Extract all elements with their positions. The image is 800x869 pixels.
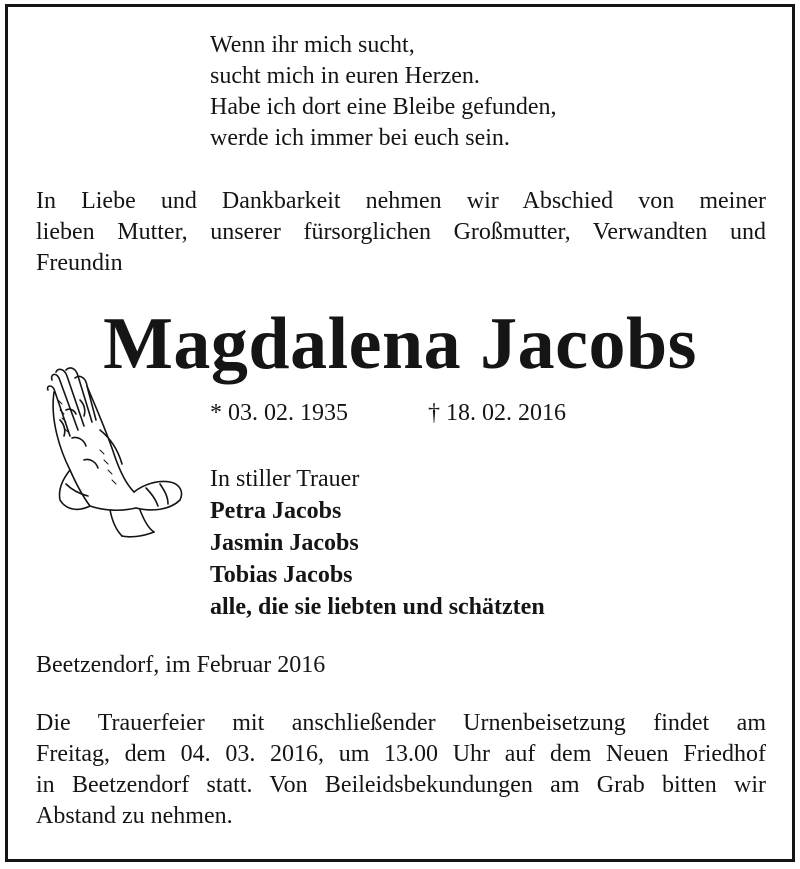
poem-line: Habe ich dort eine Bleibe gefunden,	[210, 94, 557, 120]
funeral-line: Freitag, dem 04. 03. 2016, um 13.00 Uhr auf dem Neuen Friedhof	[36, 741, 766, 767]
place-date: Beetzendorf, im Februar 2016	[36, 652, 326, 678]
intro-line: lieben Mutter, unserer fürsorglichen Großmutter, Verwandten und	[36, 219, 766, 245]
intro-line: In Liebe und Dankbarkeit nehmen wir Abschied von meiner	[36, 188, 766, 214]
mourner-name: Jasmin Jacobs	[210, 530, 359, 556]
intro-paragraph	[36, 186, 766, 279]
praying-hands-icon	[40, 360, 190, 540]
funeral-line: in Beetzendorf statt. Von Beileidsbekundungen am Grab bitten wir	[36, 772, 766, 798]
birth-date: * 03. 02. 1935	[210, 400, 348, 426]
mourner-name: Petra Jacobs	[210, 498, 342, 524]
mourners-block	[210, 463, 545, 623]
intro-line: Freundin	[36, 250, 123, 276]
death-date: † 18. 02. 2016	[428, 400, 566, 426]
deceased-name: Magdalena Jacobs	[103, 303, 697, 385]
poem	[210, 30, 557, 154]
poem-line: sucht mich in euren Herzen.	[210, 63, 480, 89]
poem-line: Wenn ihr mich sucht,	[210, 32, 415, 58]
funeral-line: Abstand zu nehmen.	[36, 803, 233, 829]
funeral-notice	[36, 708, 766, 832]
poem-line: werde ich immer bei euch sein.	[210, 125, 510, 151]
mourning-heading: In stiller Trauer	[210, 466, 360, 492]
mourner-name: alle, die sie liebten und schätzten	[210, 594, 545, 620]
funeral-line: Die Trauerfeier mit anschließender Urnenbeisetzung findet am	[36, 710, 766, 736]
mourner-name: Tobias Jacobs	[210, 562, 353, 588]
